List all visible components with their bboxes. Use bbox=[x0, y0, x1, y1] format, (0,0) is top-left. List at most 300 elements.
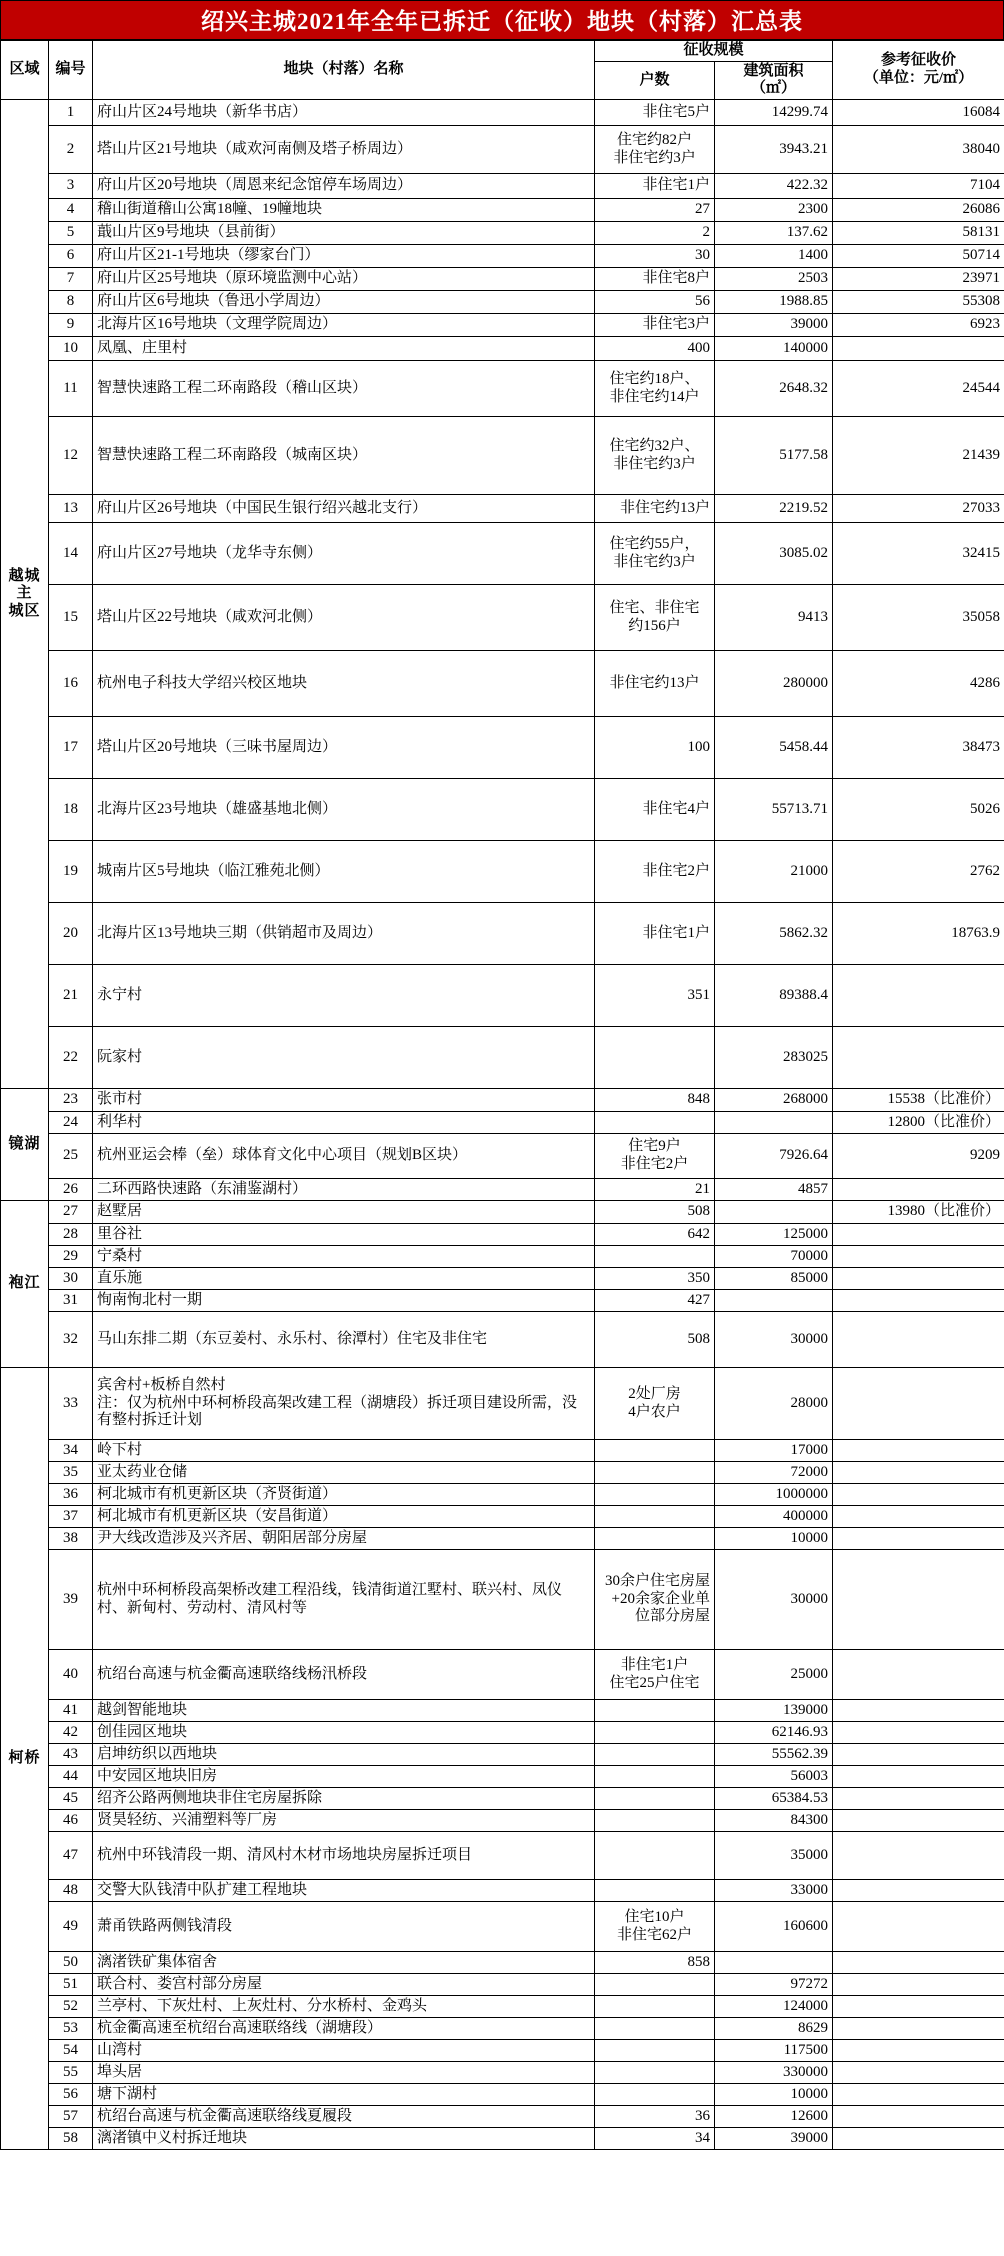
building-area-cell: 400000 bbox=[715, 1506, 833, 1528]
plot-name-cell: 府山片区24号地块（新华书店） bbox=[93, 100, 595, 126]
row-number-cell: 11 bbox=[49, 361, 93, 417]
row-number-cell: 16 bbox=[49, 651, 93, 717]
building-area-cell: 10000 bbox=[715, 1528, 833, 1550]
households-cell: 住宅10户 非住宅62户 bbox=[595, 1902, 715, 1952]
table-row bbox=[1, 1484, 1004, 1506]
table-row bbox=[1, 1810, 1004, 1832]
table-row bbox=[1, 199, 1004, 222]
reference-price-cell: 9209 bbox=[833, 1134, 1004, 1179]
table-row bbox=[1, 651, 1004, 717]
plot-name-cell: 塔山片区20号地块（三味书屋周边） bbox=[93, 717, 595, 779]
plot-name-cell: 塘下湖村 bbox=[93, 2084, 595, 2106]
table-row bbox=[1, 174, 1004, 199]
table-row bbox=[1, 1134, 1004, 1179]
building-area-cell: 1400 bbox=[715, 245, 833, 268]
building-area-cell: 30000 bbox=[715, 1312, 833, 1368]
row-number-cell: 30 bbox=[49, 1268, 93, 1290]
row-number-cell: 2 bbox=[49, 126, 93, 174]
reference-price-cell bbox=[833, 1832, 1004, 1880]
row-number-cell: 21 bbox=[49, 965, 93, 1027]
households-cell bbox=[595, 2018, 715, 2040]
households-cell: 非住宅1户 住宅25户住宅 bbox=[595, 1650, 715, 1700]
reference-price-cell bbox=[833, 1902, 1004, 1952]
table-body bbox=[1, 100, 1004, 2150]
households-cell: 非住宅4户 bbox=[595, 779, 715, 841]
reference-price-cell: 58131 bbox=[833, 222, 1004, 245]
reference-price-cell: 13980（比准价） bbox=[833, 1201, 1004, 1224]
table-row bbox=[1, 1766, 1004, 1788]
plot-name-cell: 府山片区26号地块（中国民生银行绍兴越北支行） bbox=[93, 495, 595, 523]
households-cell: 非住宅2户 bbox=[595, 841, 715, 903]
building-area-cell: 117500 bbox=[715, 2040, 833, 2062]
table-row bbox=[1, 245, 1004, 268]
reference-price-cell: 12800（比准价） bbox=[833, 1112, 1004, 1134]
building-area-cell: 84300 bbox=[715, 1810, 833, 1832]
table-row bbox=[1, 1528, 1004, 1550]
building-area-cell: 25000 bbox=[715, 1650, 833, 1700]
table-row bbox=[1, 2128, 1004, 2150]
building-area-cell: 137.62 bbox=[715, 222, 833, 245]
plot-name-cell: 贤昊轻纺、兴浦塑料等厂房 bbox=[93, 1810, 595, 1832]
households-cell: 36 bbox=[595, 2106, 715, 2128]
reference-price-cell bbox=[833, 1722, 1004, 1744]
reference-price-cell: 15538（比准价） bbox=[833, 1089, 1004, 1112]
row-number-cell: 57 bbox=[49, 2106, 93, 2128]
row-number-cell: 52 bbox=[49, 1996, 93, 2018]
households-cell bbox=[595, 1700, 715, 1722]
row-number-cell: 18 bbox=[49, 779, 93, 841]
table-row bbox=[1, 1832, 1004, 1880]
plot-name-cell: 杭金衢高速至杭绍台高速联络线（湖塘段） bbox=[93, 2018, 595, 2040]
table-row bbox=[1, 1650, 1004, 1700]
plot-name-cell: 智慧快速路工程二环南路段（城南区块） bbox=[93, 417, 595, 495]
households-cell bbox=[595, 2040, 715, 2062]
households-cell bbox=[595, 1112, 715, 1134]
households-cell bbox=[595, 1996, 715, 2018]
reference-price-cell: 18763.9 bbox=[833, 903, 1004, 965]
building-area-cell: 125000 bbox=[715, 1224, 833, 1246]
row-number-cell: 23 bbox=[49, 1089, 93, 1112]
plot-name-cell: 杭绍台高速与杭金衢高速联络线杨汛桥段 bbox=[93, 1650, 595, 1700]
table-row bbox=[1, 1179, 1004, 1201]
building-area-cell: 55562.39 bbox=[715, 1744, 833, 1766]
building-area-cell bbox=[715, 1112, 833, 1134]
households-cell: 30余户住宅房屋+20余家企业单位部分房屋 bbox=[595, 1550, 715, 1650]
plot-name-cell: 联合村、娄宫村部分房屋 bbox=[93, 1974, 595, 1996]
table-row bbox=[1, 1368, 1004, 1440]
plot-name-cell: 府山片区6号地块（鲁迅小学周边） bbox=[93, 291, 595, 314]
building-area-cell: 268000 bbox=[715, 1089, 833, 1112]
row-number-cell: 6 bbox=[49, 245, 93, 268]
row-number-cell: 13 bbox=[49, 495, 93, 523]
col-header-price-line1: 参考征收价 bbox=[881, 52, 957, 69]
row-number-cell: 9 bbox=[49, 314, 93, 337]
reference-price-cell bbox=[833, 1312, 1004, 1368]
households-cell: 住宅约82户 非住宅约3户 bbox=[595, 126, 715, 174]
table-row bbox=[1, 965, 1004, 1027]
row-number-cell: 10 bbox=[49, 337, 93, 361]
households-cell: 非住宅5户 bbox=[595, 100, 715, 126]
reference-price-cell bbox=[833, 1179, 1004, 1201]
building-area-cell: 10000 bbox=[715, 2084, 833, 2106]
plot-name-cell: 城南片区5号地块（临江雅苑北侧） bbox=[93, 841, 595, 903]
reference-price-cell bbox=[833, 965, 1004, 1027]
row-number-cell: 54 bbox=[49, 2040, 93, 2062]
building-area-cell: 62146.93 bbox=[715, 1722, 833, 1744]
row-number-cell: 12 bbox=[49, 417, 93, 495]
table-row bbox=[1, 585, 1004, 651]
building-area-cell: 14299.74 bbox=[715, 100, 833, 126]
plot-name-cell: 尹大线改造涉及兴齐居、朝阳居部分房屋 bbox=[93, 1528, 595, 1550]
plot-name-cell: 府山片区20号地块（周恩来纪念馆停车场周边） bbox=[93, 174, 595, 199]
plot-name-cell: 利华村 bbox=[93, 1112, 595, 1134]
table-row bbox=[1, 1268, 1004, 1290]
table-row bbox=[1, 1506, 1004, 1528]
households-cell: 非住宅1户 bbox=[595, 174, 715, 199]
page-title: 绍兴主城2021年全年已拆迁（征收）地块（村落）汇总表 bbox=[0, 0, 1004, 40]
row-number-cell: 8 bbox=[49, 291, 93, 314]
region-cell bbox=[1, 100, 49, 1089]
building-area-cell: 160600 bbox=[715, 1902, 833, 1952]
households-cell: 非住宅约13户 bbox=[595, 495, 715, 523]
table-row bbox=[1, 1952, 1004, 1974]
plot-name-cell: 里谷社 bbox=[93, 1224, 595, 1246]
row-number-cell: 33 bbox=[49, 1368, 93, 1440]
households-cell bbox=[595, 1462, 715, 1484]
table-row bbox=[1, 2084, 1004, 2106]
households-cell: 848 bbox=[595, 1089, 715, 1112]
reference-price-cell: 23971 bbox=[833, 268, 1004, 291]
row-number-cell: 50 bbox=[49, 1952, 93, 1974]
reference-price-cell: 5026 bbox=[833, 779, 1004, 841]
building-area-cell: 1000000 bbox=[715, 1484, 833, 1506]
households-cell: 非住宅3户 bbox=[595, 314, 715, 337]
households-cell: 427 bbox=[595, 1290, 715, 1312]
reference-price-cell: 24544 bbox=[833, 361, 1004, 417]
building-area-cell: 139000 bbox=[715, 1700, 833, 1722]
table-row bbox=[1, 1027, 1004, 1089]
row-number-cell: 31 bbox=[49, 1290, 93, 1312]
plot-name-cell: 府山片区25号地块（原环境监测中心站） bbox=[93, 268, 595, 291]
households-cell: 27 bbox=[595, 199, 715, 222]
reference-price-cell: 35058 bbox=[833, 585, 1004, 651]
col-header-area bbox=[715, 61, 833, 99]
building-area-cell: 72000 bbox=[715, 1462, 833, 1484]
building-area-cell: 12600 bbox=[715, 2106, 833, 2128]
households-cell: 351 bbox=[595, 965, 715, 1027]
table-row bbox=[1, 361, 1004, 417]
table-row bbox=[1, 717, 1004, 779]
reference-price-cell bbox=[833, 1246, 1004, 1268]
row-number-cell: 46 bbox=[49, 1810, 93, 1832]
row-number-cell: 47 bbox=[49, 1832, 93, 1880]
reference-price-cell: 21439 bbox=[833, 417, 1004, 495]
reference-price-cell bbox=[833, 1290, 1004, 1312]
row-number-cell: 49 bbox=[49, 1902, 93, 1952]
building-area-cell: 21000 bbox=[715, 841, 833, 903]
households-cell bbox=[595, 1788, 715, 1810]
households-cell: 350 bbox=[595, 1268, 715, 1290]
row-number-cell: 17 bbox=[49, 717, 93, 779]
header-row-1 bbox=[1, 41, 1004, 62]
row-number-cell: 26 bbox=[49, 1179, 93, 1201]
region-cell: 袍江 bbox=[1, 1201, 49, 1368]
building-area-cell: 3943.21 bbox=[715, 126, 833, 174]
plot-name-cell: 二环西路快速路（东浦鉴湖村） bbox=[93, 1179, 595, 1201]
reference-price-cell bbox=[833, 1700, 1004, 1722]
building-area-cell: 330000 bbox=[715, 2062, 833, 2084]
plot-name-cell: 阮家村 bbox=[93, 1027, 595, 1089]
reference-price-cell bbox=[833, 2106, 1004, 2128]
building-area-cell: 97272 bbox=[715, 1974, 833, 1996]
row-number-cell: 48 bbox=[49, 1880, 93, 1902]
row-number-cell: 28 bbox=[49, 1224, 93, 1246]
households-cell: 住宅约55户， 非住宅约3户 bbox=[595, 523, 715, 585]
plot-name-cell: 交警大队钱清中队扩建工程地块 bbox=[93, 1880, 595, 1902]
plot-name-cell: 府山片区27号地块（龙华寺东侧） bbox=[93, 523, 595, 585]
households-cell: 非住宅8户 bbox=[595, 268, 715, 291]
reference-price-cell bbox=[833, 1440, 1004, 1462]
table-row bbox=[1, 337, 1004, 361]
plot-name-cell: 智慧快速路工程二环南路段（稽山区块） bbox=[93, 361, 595, 417]
building-area-cell: 8629 bbox=[715, 2018, 833, 2040]
plot-name-cell: 宁桑村 bbox=[93, 1246, 595, 1268]
households-cell: 642 bbox=[595, 1224, 715, 1246]
reference-price-cell: 38473 bbox=[833, 717, 1004, 779]
households-cell: 400 bbox=[595, 337, 715, 361]
households-cell: 住宅约18户、 非住宅约14户 bbox=[595, 361, 715, 417]
plot-name-cell: 漓渚镇中义村拆迁地块 bbox=[93, 2128, 595, 2150]
building-area-cell: 7926.64 bbox=[715, 1134, 833, 1179]
building-area-cell bbox=[715, 1201, 833, 1224]
table-row bbox=[1, 903, 1004, 965]
plot-name-cell: 永宁村 bbox=[93, 965, 595, 1027]
households-cell: 30 bbox=[595, 245, 715, 268]
building-area-cell: 2503 bbox=[715, 268, 833, 291]
building-area-cell: 4857 bbox=[715, 1179, 833, 1201]
plot-name-cell: 柯北城市有机更新区块（齐贤街道） bbox=[93, 1484, 595, 1506]
building-area-cell: 422.32 bbox=[715, 174, 833, 199]
building-area-cell: 5458.44 bbox=[715, 717, 833, 779]
table-row bbox=[1, 1550, 1004, 1650]
table-row bbox=[1, 2106, 1004, 2128]
households-cell: 住宅9户 非住宅2户 bbox=[595, 1134, 715, 1179]
table-row bbox=[1, 1880, 1004, 1902]
households-cell: 2处厂房 4户农户 bbox=[595, 1368, 715, 1440]
households-cell bbox=[595, 2084, 715, 2106]
reference-price-cell: 27033 bbox=[833, 495, 1004, 523]
building-area-cell: 55713.71 bbox=[715, 779, 833, 841]
building-area-cell: 89388.4 bbox=[715, 965, 833, 1027]
plot-name-cell: 蕺山片区9号地块（县前街） bbox=[93, 222, 595, 245]
row-number-cell: 35 bbox=[49, 1462, 93, 1484]
building-area-cell: 35000 bbox=[715, 1832, 833, 1880]
plot-name-cell: 越剑智能地块 bbox=[93, 1700, 595, 1722]
table-row bbox=[1, 1201, 1004, 1224]
row-number-cell: 20 bbox=[49, 903, 93, 965]
plot-name-cell: 凤凰、庄里村 bbox=[93, 337, 595, 361]
plot-name-cell: 绍齐公路两侧地块非住宅房屋拆除 bbox=[93, 1788, 595, 1810]
table-row bbox=[1, 1744, 1004, 1766]
table-row bbox=[1, 1788, 1004, 1810]
plot-name-cell: 北海片区23号地块（雄盛基地北侧） bbox=[93, 779, 595, 841]
row-number-cell: 44 bbox=[49, 1766, 93, 1788]
plot-name-cell: 山湾村 bbox=[93, 2040, 595, 2062]
reference-price-cell bbox=[833, 337, 1004, 361]
col-header-name: 地块（村落）名称 bbox=[93, 41, 595, 100]
row-number-cell: 34 bbox=[49, 1440, 93, 1462]
building-area-cell: 65384.53 bbox=[715, 1788, 833, 1810]
table-row bbox=[1, 2062, 1004, 2084]
table-row bbox=[1, 1700, 1004, 1722]
building-area-cell: 33000 bbox=[715, 1880, 833, 1902]
table-row bbox=[1, 2018, 1004, 2040]
table-row bbox=[1, 291, 1004, 314]
reference-price-cell bbox=[833, 1766, 1004, 1788]
region-label-line: 城区 bbox=[8, 602, 41, 619]
plot-name-cell: 创佳园区地块 bbox=[93, 1722, 595, 1744]
row-number-cell: 58 bbox=[49, 2128, 93, 2150]
reference-price-cell: 6923 bbox=[833, 314, 1004, 337]
col-header-region: 区域 bbox=[1, 41, 49, 100]
plot-name-cell: 杭州亚运会棒（垒）球体育文化中心项目（规划B区块） bbox=[93, 1134, 595, 1179]
building-area-cell bbox=[715, 1952, 833, 1974]
row-number-cell: 39 bbox=[49, 1550, 93, 1650]
reference-price-cell bbox=[833, 1027, 1004, 1089]
building-area-cell: 30000 bbox=[715, 1550, 833, 1650]
table-row bbox=[1, 1462, 1004, 1484]
building-area-cell: 124000 bbox=[715, 1996, 833, 2018]
building-area-cell: 39000 bbox=[715, 2128, 833, 2150]
households-cell: 508 bbox=[595, 1312, 715, 1368]
plot-name-cell: 岭下村 bbox=[93, 1440, 595, 1462]
building-area-cell: 2648.32 bbox=[715, 361, 833, 417]
row-number-cell: 42 bbox=[49, 1722, 93, 1744]
reference-price-cell bbox=[833, 1880, 1004, 1902]
reference-price-cell bbox=[833, 1528, 1004, 1550]
row-number-cell: 55 bbox=[49, 2062, 93, 2084]
reference-price-cell bbox=[833, 2128, 1004, 2150]
plot-name-cell: 亚太药业仓储 bbox=[93, 1462, 595, 1484]
table-row bbox=[1, 126, 1004, 174]
reference-price-cell bbox=[833, 2018, 1004, 2040]
plot-name-cell: 塔山片区22号地块（咸欢河北侧） bbox=[93, 585, 595, 651]
plot-name-cell: 杭绍台高速与杭金衢高速联络线夏履段 bbox=[93, 2106, 595, 2128]
households-cell bbox=[595, 1880, 715, 1902]
row-number-cell: 56 bbox=[49, 2084, 93, 2106]
table-row bbox=[1, 417, 1004, 495]
households-cell: 100 bbox=[595, 717, 715, 779]
households-cell bbox=[595, 1832, 715, 1880]
building-area-cell: 70000 bbox=[715, 1246, 833, 1268]
plot-name-cell: 恂南恂北村一期 bbox=[93, 1290, 595, 1312]
reference-price-cell bbox=[833, 2062, 1004, 2084]
col-header-area-line2: （㎡） bbox=[751, 80, 797, 97]
col-header-area-line1: 建筑面积 bbox=[743, 62, 804, 79]
households-cell: 858 bbox=[595, 1952, 715, 1974]
plot-name-cell: 杭州中环柯桥段高架桥改建工程沿线，钱清街道江墅村、联兴村、凤仪村、新甸村、劳动村、清风村等 bbox=[93, 1550, 595, 1650]
reference-price-cell: 2762 bbox=[833, 841, 1004, 903]
building-area-cell: 28000 bbox=[715, 1368, 833, 1440]
reference-price-cell: 38040 bbox=[833, 126, 1004, 174]
reference-price-cell bbox=[833, 1484, 1004, 1506]
households-cell bbox=[595, 1440, 715, 1462]
plot-name-cell: 杭州中环钱清段一期、清风村木材市场地块房屋拆迁项目 bbox=[93, 1832, 595, 1880]
reference-price-cell bbox=[833, 1974, 1004, 1996]
table-row bbox=[1, 1246, 1004, 1268]
households-cell: 非住宅约13户 bbox=[595, 651, 715, 717]
reference-price-cell bbox=[833, 2040, 1004, 2062]
households-cell: 住宅、非住宅 约156户 bbox=[595, 585, 715, 651]
reference-price-cell bbox=[833, 1368, 1004, 1440]
households-cell bbox=[595, 1766, 715, 1788]
table-row bbox=[1, 1722, 1004, 1744]
col-header-households: 户数 bbox=[595, 61, 715, 99]
row-number-cell: 41 bbox=[49, 1700, 93, 1722]
row-number-cell: 19 bbox=[49, 841, 93, 903]
plot-name-cell: 宾舍村+板桥自然村 注：仅为杭州中环柯桥段高架改建工程（湖塘段）拆迁项目建设所需，没有整村拆迁计划 bbox=[93, 1368, 595, 1440]
row-number-cell: 29 bbox=[49, 1246, 93, 1268]
plot-name-cell: 北海片区13号地块三期（供销超市及周边） bbox=[93, 903, 595, 965]
row-number-cell: 3 bbox=[49, 174, 93, 199]
households-cell bbox=[595, 1528, 715, 1550]
col-header-scale-group: 征收规模 bbox=[595, 41, 833, 62]
row-number-cell: 25 bbox=[49, 1134, 93, 1179]
reference-price-cell: 16084 bbox=[833, 100, 1004, 126]
col-header-price-line2: （单位：元/㎡） bbox=[863, 70, 974, 87]
col-header-number: 编号 bbox=[49, 41, 93, 100]
building-area-cell: 56003 bbox=[715, 1766, 833, 1788]
row-number-cell: 37 bbox=[49, 1506, 93, 1528]
households-cell bbox=[595, 1744, 715, 1766]
table-row bbox=[1, 1996, 1004, 2018]
building-area-cell: 1988.85 bbox=[715, 291, 833, 314]
households-cell bbox=[595, 1722, 715, 1744]
row-number-cell: 51 bbox=[49, 1974, 93, 1996]
row-number-cell: 15 bbox=[49, 585, 93, 651]
table-row bbox=[1, 779, 1004, 841]
row-number-cell: 24 bbox=[49, 1112, 93, 1134]
building-area-cell: 283025 bbox=[715, 1027, 833, 1089]
table-row bbox=[1, 222, 1004, 245]
households-cell bbox=[595, 1027, 715, 1089]
building-area-cell: 3085.02 bbox=[715, 523, 833, 585]
reference-price-cell bbox=[833, 1744, 1004, 1766]
households-cell: 非住宅1户 bbox=[595, 903, 715, 965]
row-number-cell: 32 bbox=[49, 1312, 93, 1368]
households-cell: 住宅约32户、 非住宅约3户 bbox=[595, 417, 715, 495]
plot-name-cell: 直乐施 bbox=[93, 1268, 595, 1290]
reference-price-cell bbox=[833, 1268, 1004, 1290]
row-number-cell: 14 bbox=[49, 523, 93, 585]
plot-name-cell: 启坤纺织以西地块 bbox=[93, 1744, 595, 1766]
table-row bbox=[1, 1112, 1004, 1134]
table-row bbox=[1, 1902, 1004, 1952]
plot-name-cell: 漓渚铁矿集体宿舍 bbox=[93, 1952, 595, 1974]
plot-name-cell: 张市村 bbox=[93, 1089, 595, 1112]
table-row bbox=[1, 1290, 1004, 1312]
building-area-cell bbox=[715, 1290, 833, 1312]
table-row bbox=[1, 100, 1004, 126]
households-cell: 34 bbox=[595, 2128, 715, 2150]
plot-name-cell: 马山东排二期（东豆姜村、永乐村、徐潭村）住宅及非住宅 bbox=[93, 1312, 595, 1368]
row-number-cell: 7 bbox=[49, 268, 93, 291]
reference-price-cell: 4286 bbox=[833, 651, 1004, 717]
reference-price-cell bbox=[833, 1506, 1004, 1528]
row-number-cell: 22 bbox=[49, 1027, 93, 1089]
table-row bbox=[1, 841, 1004, 903]
plot-name-cell: 中安园区地块旧房 bbox=[93, 1766, 595, 1788]
